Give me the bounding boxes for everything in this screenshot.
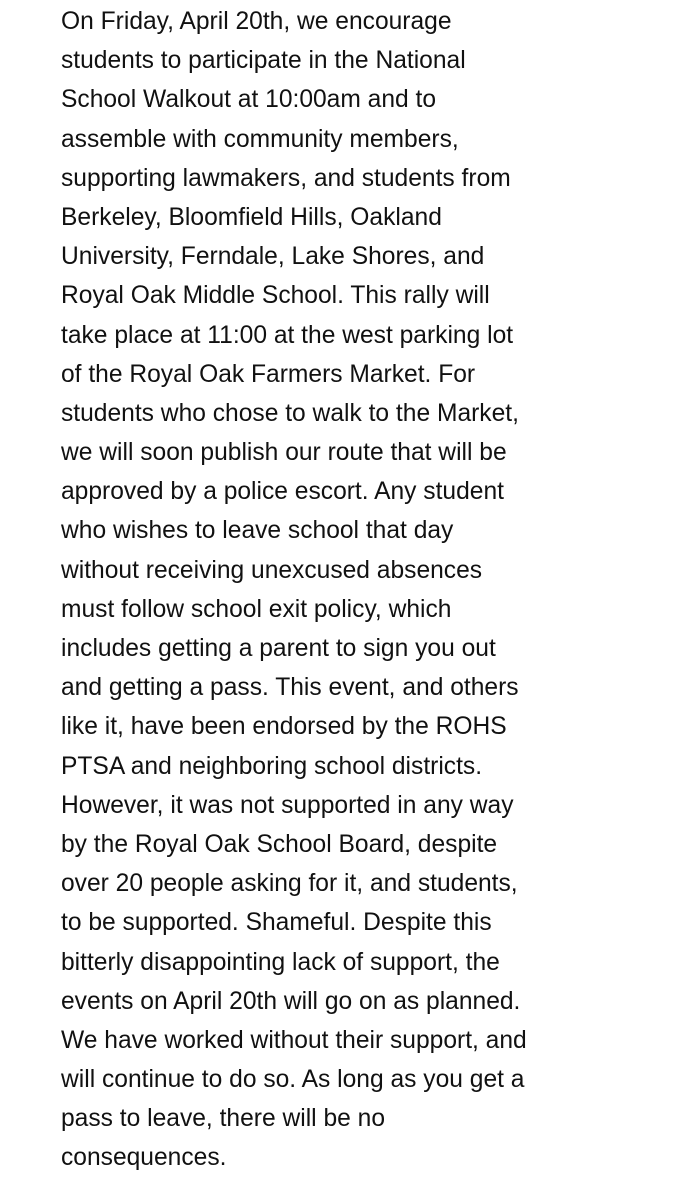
text-line: must follow school exit policy, which: [61, 595, 452, 623]
text-line: without receiving unexcused absences: [61, 556, 483, 584]
note-body-text: [61, 2, 661, 1178]
text-line: to be supported. Shameful. Despite this: [61, 909, 492, 937]
text-line: supporting lawmakers, and students from: [61, 164, 511, 192]
text-line: On Friday, April 20th, we encourage: [61, 8, 452, 35]
text-line: students to participate in the National: [61, 47, 466, 75]
text-line: assemble with community members,: [61, 125, 459, 153]
text-line: However, it was not supported in any way: [61, 791, 514, 819]
text-line: We have worked without their support, and: [61, 1026, 527, 1054]
text-line: Berkeley, Bloomfield Hills, Oakland: [61, 203, 442, 231]
text-line: by the Royal Oak School Board, despite: [61, 830, 498, 858]
text-line: includes getting a parent to sign you out: [61, 635, 496, 662]
text-line: PTSA and neighboring school districts.: [61, 752, 483, 780]
text-line: take place at 11:00 at the west parking lot: [61, 321, 514, 349]
text-line: of the Royal Oak Farmers Market. For: [61, 360, 476, 388]
text-line: consequences.: [61, 1144, 227, 1172]
text-line: pass to leave, there will be no: [61, 1105, 386, 1133]
text-line: over 20 people asking for it, and students,: [61, 870, 518, 898]
text-line: students who chose to walk to the Market,: [61, 399, 519, 427]
text-line: events on April 20th will go on as planned.: [61, 987, 521, 1015]
text-line: University, Ferndale, Lake Shores, and: [61, 243, 485, 271]
text-line: bitterly disappointing lack of support, the: [61, 948, 500, 976]
text-line: like it, have been endorsed by the ROHS: [61, 713, 507, 741]
text-line: School Walkout at 10:00am and to: [61, 86, 437, 114]
text-line: Royal Oak Middle School. This rally will: [61, 282, 490, 310]
text-line: and getting a pass. This event, and others: [61, 674, 519, 702]
text-line: we will soon publish our route that will be: [61, 439, 507, 467]
text-line: who wishes to leave school that day: [61, 517, 454, 545]
text-line: approved by a police escort. Any student: [61, 478, 504, 506]
text-line: will continue to do so. As long as you get a: [61, 1066, 525, 1094]
